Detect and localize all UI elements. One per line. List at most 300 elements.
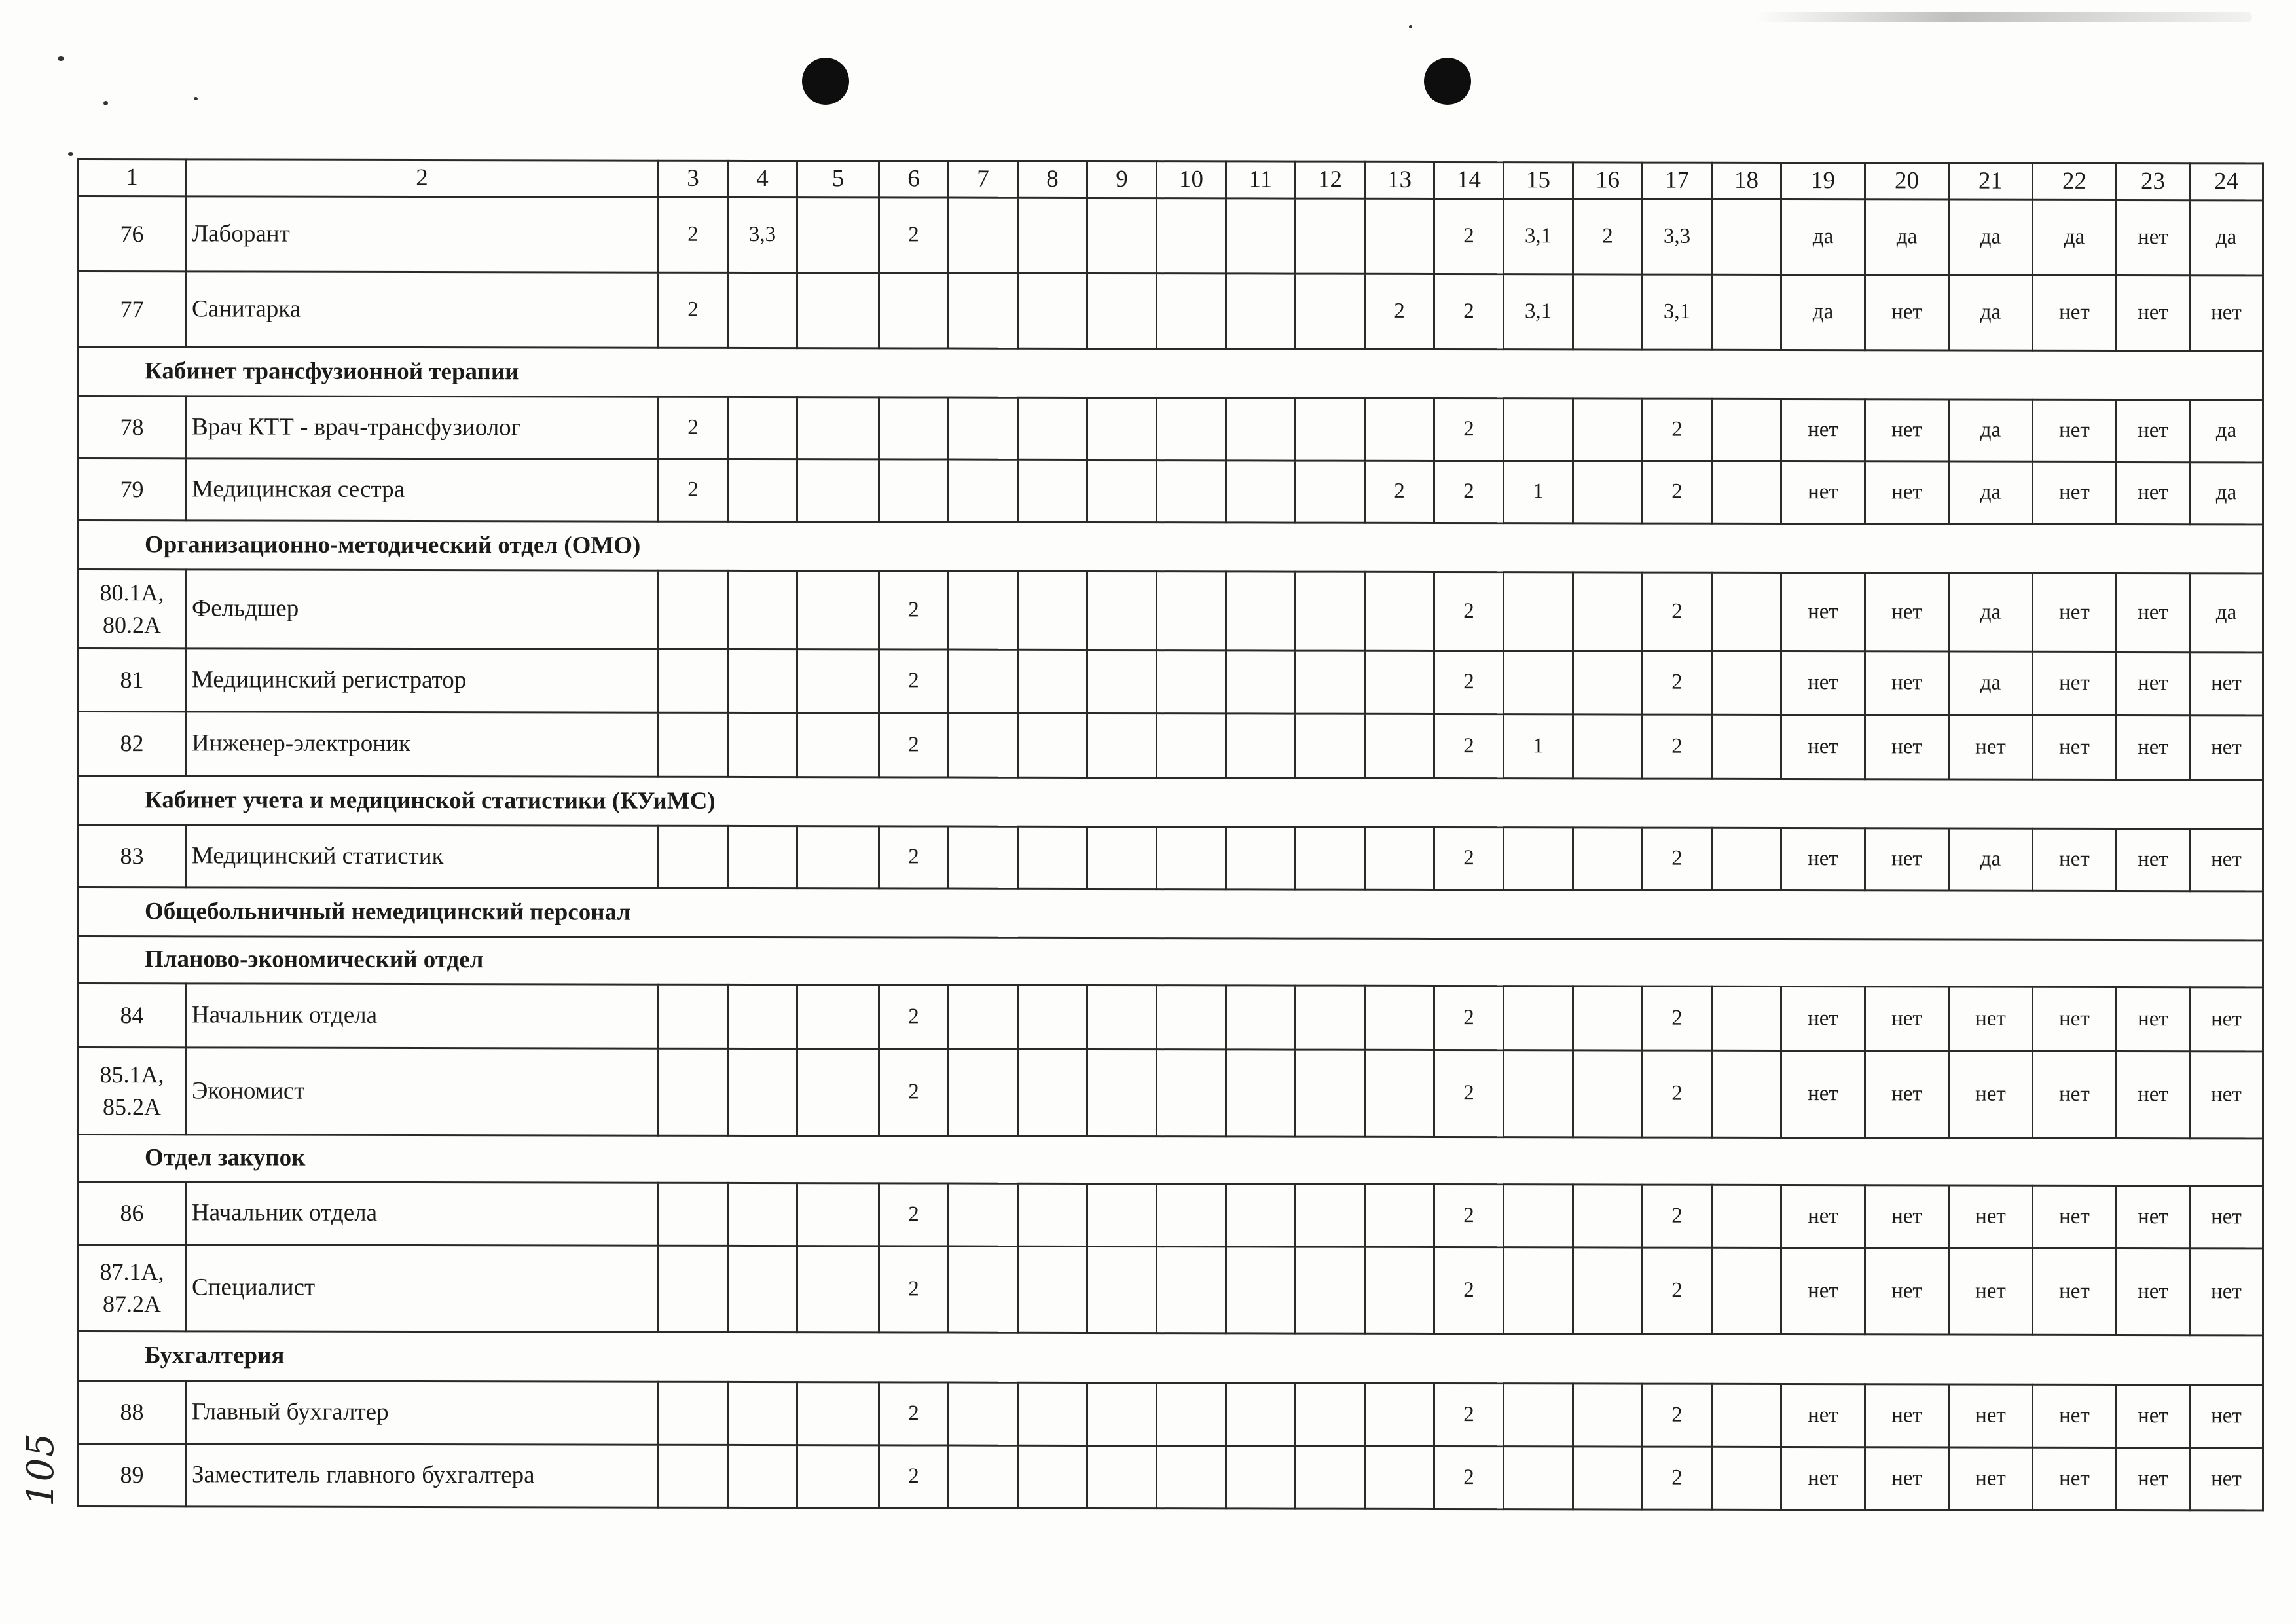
yes-no-cell: нет [2190, 1385, 2263, 1448]
class-value-cell [1712, 399, 1781, 461]
class-value-cell [797, 1382, 879, 1445]
class-value-cell [1157, 1383, 1226, 1446]
class-value-cell [659, 1048, 728, 1135]
class-value-cell: 2 [879, 985, 949, 1049]
column-header-21: 21 [1949, 163, 2033, 200]
handwritten-page-number: 105 [20, 1432, 62, 1506]
table-row [79, 648, 2263, 716]
yes-no-cell: нет [2117, 1384, 2190, 1447]
table-row [79, 570, 2263, 652]
class-value-cell [949, 985, 1018, 1049]
yes-no-cell: нет [2033, 462, 2117, 524]
class-value-cell: 2 [1573, 199, 1643, 274]
class-value-cell [1087, 826, 1157, 889]
class-value-cell [1365, 827, 1434, 889]
yes-no-cell: нет [2117, 399, 2190, 462]
yes-no-cell: нет [1865, 987, 1949, 1051]
column-header-4: 4 [728, 160, 797, 197]
class-value-cell: 2 [659, 272, 728, 348]
class-value-cell [1157, 198, 1226, 274]
class-value-cell [1226, 1184, 1296, 1247]
yes-no-cell: нет [2117, 1051, 2190, 1138]
yes-no-cell: нет [2190, 829, 2263, 891]
class-value-cell [879, 273, 949, 348]
class-value-cell [1226, 1050, 1296, 1137]
column-header-20: 20 [1865, 163, 1949, 200]
class-value-cell [1365, 714, 1434, 778]
yes-no-cell: нет [1865, 275, 1949, 350]
class-value-cell [1365, 1050, 1434, 1137]
class-value-cell [1296, 1383, 1365, 1446]
position-name-cell: Инженер-электроник [186, 712, 659, 777]
yes-no-cell: да [2190, 462, 2263, 525]
column-header-2: 2 [186, 160, 659, 197]
class-value-cell [1365, 1184, 1434, 1247]
yes-no-cell: да [2190, 200, 2263, 276]
yes-no-cell: нет [2190, 716, 2263, 780]
section-header-row [79, 936, 2263, 987]
class-value-cell [1157, 1050, 1226, 1137]
yes-no-cell: нет [2033, 573, 2117, 652]
class-value-cell: 2 [1365, 460, 1434, 523]
class-value-cell [728, 272, 797, 348]
class-value-cell: 2 [1434, 198, 1504, 274]
class-value-cell [1365, 650, 1434, 714]
class-value-cell [1087, 713, 1157, 777]
yes-no-cell: нет [2117, 275, 2190, 350]
class-value-cell: 2 [1434, 1050, 1504, 1137]
position-name-cell: Врач КТТ - врач-трансфузиолог [186, 396, 659, 459]
class-value-cell [1296, 650, 1365, 714]
class-value-cell: 2 [879, 198, 949, 273]
yes-no-cell: нет [2117, 462, 2190, 524]
yes-no-cell: нет [1865, 828, 1949, 891]
yes-no-cell: нет [2190, 1052, 2263, 1139]
class-value-cell [728, 826, 797, 888]
class-value-cell [1365, 1383, 1434, 1446]
yes-no-cell: нет [2117, 1447, 2190, 1510]
section-title: Кабинет трансфузионной терапии [79, 347, 2263, 400]
class-value-cell [879, 397, 949, 460]
section-header-row [79, 1135, 2263, 1186]
class-value-cell [949, 826, 1018, 889]
class-value-cell [1712, 274, 1781, 350]
yes-no-cell: нет [2190, 276, 2263, 351]
yes-no-cell: нет [1949, 1185, 2033, 1248]
class-value-cell: 2 [879, 1382, 949, 1445]
yes-no-cell: нет [1781, 461, 1865, 523]
class-value-cell [1018, 198, 1087, 273]
class-value-cell [659, 1183, 728, 1246]
yes-no-cell: да [2190, 574, 2263, 652]
yes-no-cell: да [1949, 399, 2033, 462]
class-value-cell [1712, 1247, 1781, 1334]
class-value-cell [1573, 1384, 1643, 1447]
class-value-cell [728, 1382, 797, 1445]
class-value-cell [1573, 1447, 1643, 1509]
position-name-cell: Медицинский статистик [186, 825, 659, 888]
class-value-cell: 2 [879, 1246, 949, 1333]
class-value-cell [797, 1445, 879, 1508]
class-value-cell [1018, 1382, 1087, 1445]
class-value-cell [1226, 460, 1296, 523]
class-value-cell [1504, 1384, 1573, 1447]
row-number-cell: 87.1А, 87.2А [79, 1245, 186, 1331]
class-value-cell [1712, 828, 1781, 890]
table-row [79, 984, 2263, 1052]
yes-no-cell: нет [1781, 651, 1865, 714]
class-value-cell [659, 570, 728, 649]
class-value-cell [1226, 1247, 1296, 1333]
class-value-cell: 2 [1434, 1184, 1504, 1247]
class-value-cell [797, 1049, 879, 1136]
class-value-cell [1573, 1247, 1643, 1334]
yes-no-cell: нет [1781, 572, 1865, 651]
class-value-cell: 1 [1504, 461, 1573, 523]
table-row [79, 1182, 2263, 1249]
class-value-cell [1712, 714, 1781, 779]
yes-no-cell: нет [1865, 1447, 1949, 1510]
class-value-cell [1226, 274, 1296, 349]
class-value-cell: 2 [1434, 1446, 1504, 1509]
yes-no-cell: нет [1949, 1051, 2033, 1138]
class-value-cell [1712, 199, 1781, 274]
class-value-cell [1018, 397, 1087, 460]
yes-no-cell: да [1865, 200, 1949, 275]
class-value-cell [1573, 1185, 1643, 1247]
position-name-cell: Начальник отдела [186, 984, 659, 1048]
yes-no-cell: нет [1781, 828, 1865, 890]
class-value-cell [1712, 651, 1781, 714]
yes-no-cell: да [1949, 462, 2033, 524]
yes-no-cell: нет [1781, 1185, 1865, 1247]
position-name-cell: Начальник отдела [186, 1182, 659, 1246]
table-row [79, 1444, 2263, 1511]
yes-no-cell: нет [2117, 828, 2190, 891]
class-value-cell [1018, 1049, 1087, 1136]
class-value-cell [1504, 1185, 1573, 1247]
column-header-18: 18 [1712, 162, 1781, 199]
column-header-5: 5 [797, 161, 879, 198]
column-header-3: 3 [659, 160, 728, 197]
position-name-cell: Специалист [186, 1245, 659, 1332]
staff-assessment-table [77, 158, 2242, 1528]
position-name-cell: Медицинская сестра [186, 458, 659, 521]
yes-no-cell: нет [1781, 1247, 1865, 1334]
class-value-cell: 2 [1643, 828, 1712, 890]
class-value-cell [1365, 986, 1434, 1050]
yes-no-cell: нет [1781, 714, 1865, 779]
class-value-cell [1157, 1184, 1226, 1247]
row-number-cell: 86 [79, 1182, 186, 1245]
column-number-row [79, 160, 2263, 200]
class-value-cell [728, 649, 797, 712]
class-value-cell: 2 [1643, 651, 1712, 714]
class-value-cell [1573, 274, 1643, 350]
scan-speck [58, 56, 64, 61]
column-header-9: 9 [1087, 161, 1157, 198]
class-value-cell [659, 712, 728, 777]
class-value-cell [1157, 1446, 1226, 1509]
position-name-cell: Экономист [186, 1048, 659, 1135]
column-header-6: 6 [879, 161, 949, 198]
class-value-cell: 2 [1434, 827, 1504, 889]
class-value-cell [949, 650, 1018, 713]
class-value-cell [1504, 651, 1573, 714]
yes-no-cell: нет [2033, 1051, 2117, 1138]
class-value-cell: 2 [879, 650, 949, 713]
class-value-cell [1087, 1246, 1157, 1333]
section-title: Кабинет учета и медицинской статистики (КУиМС) [79, 776, 2263, 829]
position-name-cell: Главный бухгалтер [186, 1381, 659, 1445]
class-value-cell: 2 [1643, 1247, 1712, 1334]
yes-no-cell: нет [2190, 1186, 2263, 1249]
class-value-cell [1573, 1050, 1643, 1137]
class-value-cell [1365, 398, 1434, 460]
class-value-cell [1087, 1445, 1157, 1508]
position-name-cell: Медицинский регистратор [186, 648, 659, 712]
class-value-cell [797, 826, 879, 889]
scan-speck [68, 152, 73, 156]
column-header-14: 14 [1434, 162, 1504, 198]
class-value-cell: 3,3 [1643, 199, 1712, 274]
class-value-cell [1504, 1447, 1573, 1509]
yes-no-cell: нет [2033, 1185, 2117, 1248]
class-value-cell [1365, 1446, 1434, 1509]
yes-no-cell: нет [2117, 573, 2190, 652]
class-value-cell [728, 984, 797, 1048]
section-header-row [79, 521, 2263, 574]
class-value-cell [1573, 399, 1643, 461]
class-value-cell [1087, 985, 1157, 1049]
yes-no-cell: нет [2190, 652, 2263, 716]
section-title: Организационно-методический отдел (ОМО) [79, 521, 2263, 574]
yes-no-cell: нет [2117, 1185, 2190, 1248]
table-row [79, 1245, 2263, 1335]
class-value-cell [1087, 460, 1157, 522]
class-value-cell [1018, 1183, 1087, 1246]
yes-no-cell: нет [2117, 987, 2190, 1051]
position-name-cell: Санитарка [186, 272, 659, 348]
class-value-cell [1226, 827, 1296, 889]
class-value-cell [1296, 827, 1365, 889]
class-value-cell [659, 1246, 728, 1332]
yes-no-cell: нет [2117, 200, 2190, 275]
class-value-cell [1087, 571, 1157, 650]
class-value-cell [659, 984, 728, 1048]
class-value-cell: 3,3 [728, 197, 797, 272]
class-value-cell: 2 [1643, 986, 1712, 1050]
yes-no-cell: нет [1865, 573, 1949, 652]
yes-no-cell: нет [2033, 1384, 2117, 1447]
yes-no-cell: нет [2033, 399, 2117, 462]
table-row [79, 272, 2263, 351]
yes-no-cell: нет [1949, 987, 2033, 1051]
class-value-cell [797, 571, 879, 650]
class-value-cell [949, 460, 1018, 522]
position-name-cell: Заместитель главного бухгалтера [186, 1444, 659, 1507]
class-value-cell [1018, 985, 1087, 1049]
class-value-cell [659, 1445, 728, 1507]
class-value-cell [1157, 274, 1226, 349]
class-value-cell [1296, 714, 1365, 778]
class-value-cell [1226, 1446, 1296, 1509]
column-header-15: 15 [1504, 162, 1573, 199]
row-number-cell: 76 [79, 196, 186, 272]
class-value-cell [1157, 714, 1226, 778]
class-value-cell [1157, 650, 1226, 714]
table-row [79, 196, 2263, 276]
row-number-cell: 80.1А, 80.2А [79, 570, 186, 648]
class-value-cell [1504, 399, 1573, 461]
table-row [79, 396, 2263, 462]
class-value-cell [1018, 1246, 1087, 1333]
table-row [79, 458, 2263, 525]
yes-no-cell: нет [1949, 1248, 2033, 1335]
punch-hole [802, 58, 849, 105]
class-value-cell [1226, 572, 1296, 650]
class-value-cell [1296, 274, 1365, 349]
class-value-cell [728, 1183, 797, 1246]
yes-no-cell: нет [2117, 715, 2190, 779]
column-header-22: 22 [2033, 163, 2117, 200]
yes-no-cell: нет [1865, 399, 1949, 462]
class-value-cell [797, 460, 879, 522]
class-value-cell [728, 1445, 797, 1507]
class-value-cell [1087, 1382, 1157, 1445]
yes-no-cell: нет [1949, 715, 2033, 779]
column-header-1: 1 [79, 160, 186, 196]
yes-no-cell: нет [1781, 986, 1865, 1050]
class-value-cell [728, 397, 797, 459]
class-value-cell: 2 [1434, 572, 1504, 650]
class-value-cell [1712, 986, 1781, 1050]
class-value-cell [1573, 986, 1643, 1050]
class-value-cell [1573, 651, 1643, 714]
class-value-cell [949, 713, 1018, 777]
yes-no-cell: да [1949, 828, 2033, 891]
column-header-12: 12 [1296, 162, 1365, 198]
class-value-cell [949, 198, 1018, 273]
yes-no-cell: да [1781, 199, 1865, 274]
class-value-cell [949, 571, 1018, 650]
yes-no-cell: нет [1781, 1384, 1865, 1447]
row-number-cell: 79 [79, 458, 186, 521]
class-value-cell [1504, 1247, 1573, 1334]
class-value-cell [1296, 1050, 1365, 1137]
class-value-cell [949, 1382, 1018, 1445]
class-value-cell [1504, 572, 1573, 651]
yes-no-cell: нет [2117, 652, 2190, 715]
class-value-cell [728, 459, 797, 521]
yes-no-cell: нет [1781, 1447, 1865, 1509]
class-value-cell [1226, 986, 1296, 1050]
class-value-cell: 3,1 [1504, 274, 1573, 350]
table-row [79, 712, 2263, 780]
scan-speck [194, 97, 198, 100]
yes-no-cell: да [2033, 200, 2117, 275]
class-value-cell [1296, 460, 1365, 523]
yes-no-cell: нет [2190, 1249, 2263, 1335]
class-value-cell: 2 [1434, 1247, 1504, 1333]
class-value-cell [949, 273, 1018, 348]
class-value-cell [1712, 1050, 1781, 1137]
class-value-cell [1157, 398, 1226, 460]
class-value-cell [728, 712, 797, 777]
yes-no-cell: нет [1781, 1050, 1865, 1137]
yes-no-cell: нет [2033, 275, 2117, 350]
punch-hole [1424, 58, 1471, 105]
section-header-row [79, 1331, 2263, 1385]
class-value-cell [1157, 986, 1226, 1050]
class-value-cell [1157, 460, 1226, 523]
class-value-cell [879, 460, 949, 522]
class-value-cell [949, 1246, 1018, 1333]
yes-no-cell: нет [2033, 987, 2117, 1051]
class-value-cell [1018, 273, 1087, 348]
class-value-cell [728, 1246, 797, 1332]
column-header-10: 10 [1157, 162, 1226, 198]
class-value-cell: 1 [1504, 714, 1573, 779]
yes-no-cell: нет [1865, 462, 1949, 524]
table-row [79, 1048, 2263, 1139]
column-header-8: 8 [1018, 161, 1087, 198]
class-value-cell [1226, 714, 1296, 778]
class-value-cell: 2 [1365, 274, 1434, 349]
yes-no-cell: нет [1781, 399, 1865, 461]
class-value-cell: 3,1 [1504, 199, 1573, 274]
table-row [79, 825, 2263, 891]
yes-no-cell: нет [1865, 652, 1949, 715]
class-value-cell: 2 [879, 571, 949, 650]
class-value-cell: 2 [659, 459, 728, 521]
class-value-cell [1018, 571, 1087, 650]
class-value-cell [1296, 572, 1365, 650]
class-value-cell [1504, 828, 1573, 890]
column-header-11: 11 [1226, 162, 1296, 198]
row-number-cell: 88 [79, 1381, 186, 1444]
class-value-cell [949, 1049, 1018, 1136]
class-value-cell: 2 [659, 197, 728, 272]
class-value-cell [1018, 826, 1087, 889]
row-number-cell: 83 [79, 825, 186, 887]
class-value-cell [1087, 273, 1157, 348]
class-value-cell [1087, 1049, 1157, 1136]
class-value-cell [1296, 198, 1365, 274]
class-value-cell: 2 [1643, 1050, 1712, 1137]
row-number-cell: 82 [79, 712, 186, 776]
yes-no-cell: да [1781, 274, 1865, 350]
class-value-cell [1296, 986, 1365, 1050]
yes-no-cell: нет [2190, 987, 2263, 1052]
yes-no-cell: нет [1949, 1384, 2033, 1447]
class-value-cell [1573, 461, 1643, 523]
class-value-cell: 2 [1434, 398, 1504, 460]
class-value-cell [1365, 1247, 1434, 1333]
yes-no-cell: нет [1865, 1051, 1949, 1138]
yes-no-cell: нет [2033, 1248, 2117, 1335]
row-number-cell: 81 [79, 648, 186, 712]
scan-speck [1409, 25, 1412, 28]
yes-no-cell: да [1949, 652, 2033, 715]
yes-no-cell: нет [1865, 1185, 1949, 1248]
class-value-cell [1157, 827, 1226, 889]
class-value-cell [797, 1246, 879, 1333]
class-value-cell [1712, 1447, 1781, 1509]
section-header-row [79, 347, 2263, 400]
class-value-cell [1157, 572, 1226, 650]
class-value-cell [949, 397, 1018, 460]
